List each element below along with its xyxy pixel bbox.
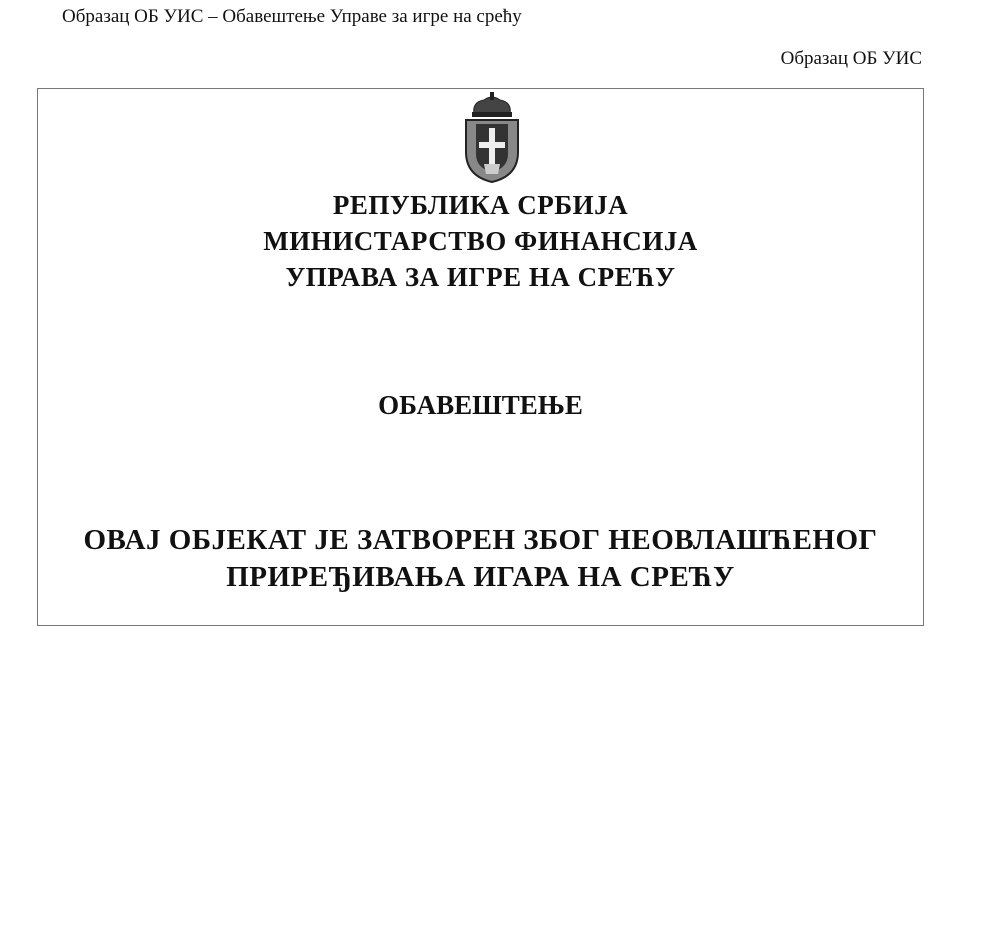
coat-of-arms-icon xyxy=(462,92,522,184)
notice-title: ОБАВЕШТЕЊЕ xyxy=(378,390,583,420)
form-id: Образац ОБ УИС xyxy=(780,48,922,69)
running-title: Образац ОБ УИС – Обавештење Управе за игре на срећу xyxy=(62,6,522,27)
issuer-ministry: МИНИСТАРСТВО ФИНАНСИЈА xyxy=(263,226,698,256)
issuer-administration: УПРАВА ЗА ИГРЕ НА СРЕЋУ xyxy=(285,262,676,292)
notice-message-line-1: ОВАЈ ОБЈЕКАТ ЈЕ ЗАТВОРЕН ЗБОГ НЕОВЛАШЋЕНОГ xyxy=(83,524,878,556)
notice-message-line-2: ПРИРЕЂИВАЊА ИГАРА НА СРЕЋУ xyxy=(226,561,735,593)
issuer-country: РЕПУБЛИКА СРБИЈА xyxy=(332,190,629,220)
